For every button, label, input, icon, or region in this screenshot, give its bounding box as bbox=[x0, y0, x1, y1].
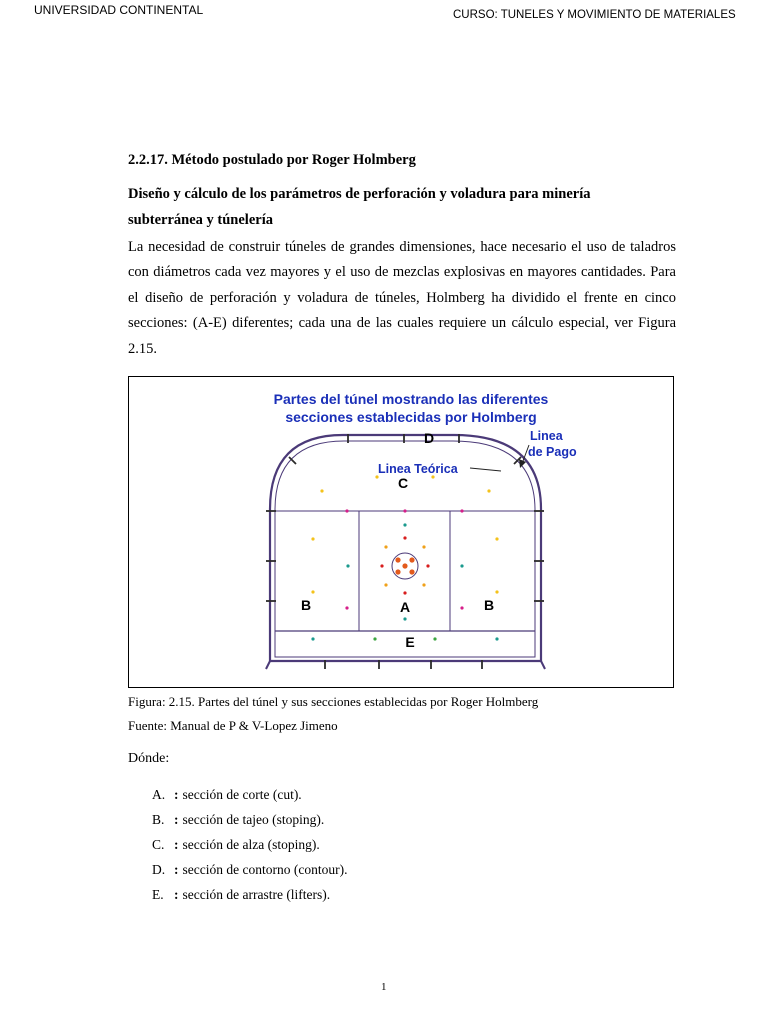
legend-item bbox=[152, 810, 347, 835]
section-legend-list bbox=[152, 785, 347, 910]
legend-item bbox=[152, 885, 347, 910]
donde-label: Dónde: bbox=[128, 751, 170, 766]
legend-letter: B. bbox=[152, 812, 165, 827]
legend-colon: : bbox=[174, 787, 179, 802]
legend-colon: : bbox=[174, 862, 179, 877]
subheading-line-2: subterránea y túnelería bbox=[128, 212, 273, 228]
figure-title-line-1: Partes del túnel mostrando las diferentes bbox=[273, 391, 549, 407]
legend-text: sección de arrastre (lifters). bbox=[182, 887, 331, 902]
page-number: 1 bbox=[381, 981, 387, 993]
section-label-d: D bbox=[423, 430, 435, 446]
legend-letter: E. bbox=[152, 887, 164, 902]
figure-frame bbox=[128, 376, 674, 688]
legend-colon: : bbox=[174, 837, 179, 852]
legend-colon: : bbox=[174, 887, 179, 902]
section-label-c: C bbox=[397, 475, 409, 491]
section-label-a: A bbox=[399, 599, 411, 615]
figure-title-line-2: secciones establecidas por Holmberg bbox=[285, 409, 537, 425]
legend-item bbox=[152, 835, 347, 860]
figure-caption: Figura: 2.15. Partes del túnel y sus secciones establecidas por Roger Holmberg bbox=[128, 694, 539, 709]
legend-text: sección de alza (stoping). bbox=[182, 837, 320, 852]
leader-linea-teorica bbox=[470, 468, 501, 471]
section-label-e: E bbox=[405, 634, 415, 650]
legend-letter: D. bbox=[152, 862, 166, 877]
header-course: CURSO: TUNELES Y MOVIMIENTO DE MATERIALES bbox=[453, 9, 736, 21]
drill-holes bbox=[311, 475, 498, 640]
legend-text: sección de tajeo (stoping). bbox=[182, 812, 325, 827]
legend-letter: C. bbox=[152, 837, 165, 852]
legend-colon: : bbox=[174, 812, 179, 827]
label-linea-pago-line-2: de Pago bbox=[528, 445, 577, 459]
burn-cut-holes bbox=[395, 557, 414, 574]
section-subheading bbox=[128, 181, 676, 233]
subheading-line-1: Diseño y cálculo de los parámetros de perforación y voladura para minería bbox=[128, 186, 591, 202]
legend-item bbox=[152, 860, 347, 885]
section-label-b-right: B bbox=[483, 597, 495, 613]
legend-letter: A. bbox=[152, 787, 166, 802]
figure-source: Fuente: Manual de P & V-Lopez Jimeno bbox=[128, 718, 338, 733]
section-heading: 2.2.17. Método postulado por Roger Holmberg bbox=[128, 152, 416, 168]
legend-text: sección de contorno (contour). bbox=[182, 862, 348, 877]
tunnel-sections-diagram bbox=[129, 377, 675, 689]
legend-item bbox=[152, 785, 347, 810]
corner-feet bbox=[266, 661, 545, 669]
header-institution: UNIVERSIDAD CONTINENTAL bbox=[34, 3, 204, 17]
legend-text: sección de corte (cut). bbox=[182, 787, 302, 802]
intro-paragraph: La necesidad de construir túneles de grandes dimensiones, hace necesario el uso de taladros con diámetros cada vez mayores y el uso de mezclas explosivas en mayores cantidades. Para el diseño de perforación y voladura de túneles, Holmberg ha dividido el frente en cinco secciones: (A-E) diferentes; cada una de las cuales requiere un cálculo especial, ver Figura 2.15. bbox=[128, 239, 676, 357]
section-label-b-left: B bbox=[300, 597, 312, 613]
label-linea-teorica: Linea Teórica bbox=[378, 462, 458, 476]
label-linea-pago-line-1: Linea bbox=[530, 429, 563, 443]
